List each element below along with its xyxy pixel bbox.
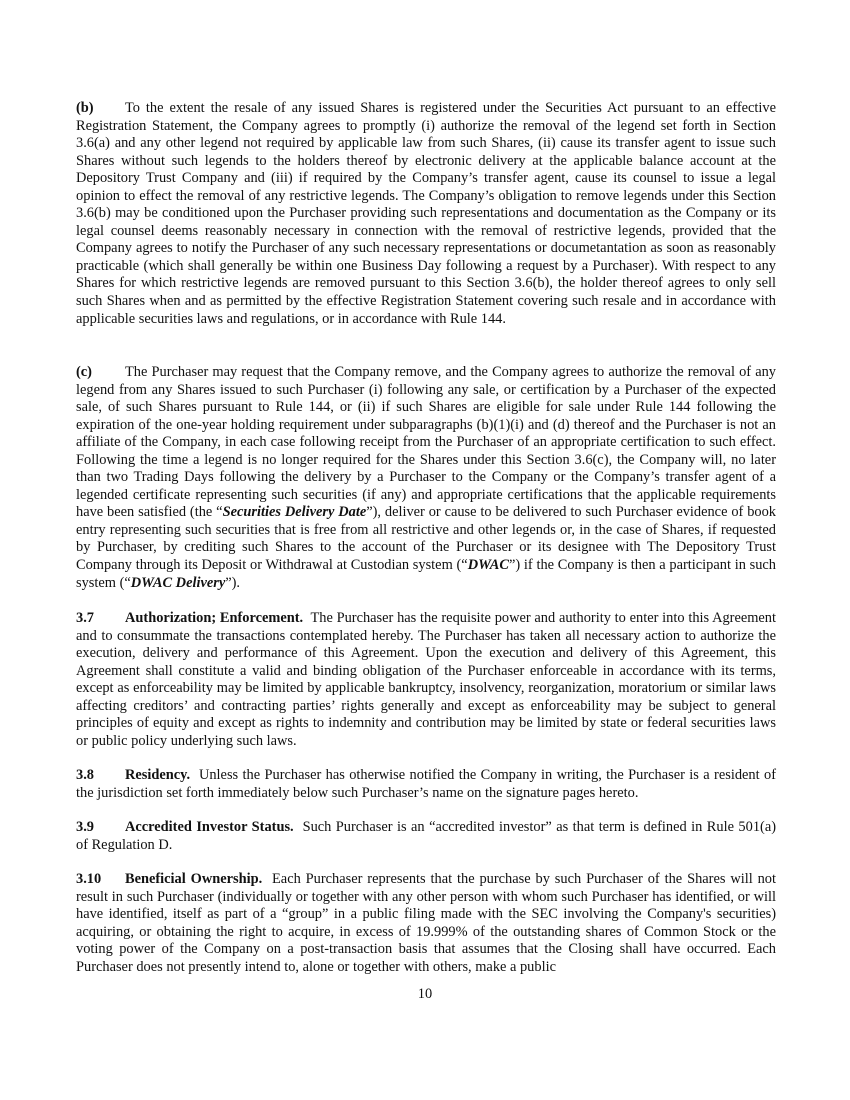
paragraph-text: The Purchaser may request that the Company remove, and the Company agrees to authorize the removal of any legend from any Shares issued to such Purchaser (i) following any sale, or certification by a Purchaser of the expected sale, of such Shares pursuant to Rule 144, or (ii) if such Shares are eligible for sale under Rule 144 following the expiration of the one-year holding requirement under subparagraphs (b)(1)(i) and (d) thereof and the Purchaser is not an affiliate of the Company, in each case following receipt from the Purchaser of an appropriate certification to such effect. Following the time a legend is no longer required for the Shares under this Section 3.6(c), the Company will, no later than two Trading Days following the delivery by a Purchaser to the Company or the Company’s transfer agent of a legended certificate representing such securities (if any) and appropriate certifications that the applicable requirements have been satisfied (the “: [76, 364, 776, 521]
defined-term: DWAC: [467, 557, 510, 574]
section-3-8: [76, 767, 776, 802]
section-text: The Purchaser has the requisite power and authority to enter into this Agreement and to consummate the transactions contemplated hereby. The Purchaser has taken all necessary action to authorize the execution, delivery and performance of this Agreement. Upon the execution and delivery of this Agreement, this Agreement shall constitute a valid and binding obligation of the Purchaser enforceable in accordance with its terms, except as enforceability may be limited by applicable bankruptcy, insolvency, reorganization, moratorium or similar laws affecting creditors’ and contracting parties’ rights generally and except as enforceability may be subject to general principles of equity and except as rights to indemnity and contribution may be limited by state or federal securities laws or public policy underlying such laws.: [76, 610, 777, 749]
defined-term: DWAC Delivery: [130, 574, 226, 591]
defined-term: Securities Delivery Date: [222, 504, 367, 521]
paragraph-text: To the extent the resale of any issued Shares is registered under the Securities Act pursuant to an effective Registration Statement, the Company agrees to promptly (i) authorize the removal of the legend set forth in Section 3.6(a) and any other legend not required by applicable law from such Shares, (ii) cause its transfer agent to issue such Shares without such legends to the holders thereof by electronic delivery at the applicable balance account at the Depository Trust Company and (iii) if required by the Company’s transfer agent, cause its counsel to issue a legal opinion to effect the removal of any restrictive legends. The Company’s obligation to remove legends under this Section 3.6(b) may be conditioned upon the Purchaser providing such representations and documentation as the Company or its legal counsel deems reasonably necessary in connection with the removal of restrictive legends, provided that the Company agrees to notify the Purchaser of any such necessary representations or documetantation as soon as reasonably practicable (which shall generally be within one Business Day following a request by a Purchaser). With respect to any Shares for which restrictive legends are removed pursuant to this Section 3.6(b), the holder thereof agrees to only sell such Shares when and as permitted by the effective Registration Statement covering such resale and in accordance with applicable securities laws and regulations, or in accordance with Rule 144.: [76, 100, 776, 327]
paragraph-text: ”) if the Company is then a participant in such system (“: [76, 557, 776, 591]
paragraph-text: ”), deliver or cause to be delivered to such Purchaser evidence of book entry representing such securities that is free from all restrictive and other legends or, in the case of Shares, if requested by Purchaser, by crediting such Shares to the account of the Purchaser or its designee with The Depository Trust Company through its Deposit or Withdrawal at Custodian system (“: [76, 504, 776, 574]
section-number: 3.8: [76, 767, 94, 783]
section-number: 3.7: [76, 610, 94, 626]
section-heading: Residency.: [125, 767, 191, 783]
section-number: 3.10: [76, 871, 102, 887]
paragraph-text: ”).: [225, 574, 240, 591]
paragraph-label: (c): [76, 364, 92, 380]
section-text: Such Purchaser is an “accredited investor” as that term is defined in Rule 501(a) of Regulation D.: [76, 819, 776, 853]
paragraph-label: (b): [76, 100, 94, 116]
section-heading: Beneficial Ownership.: [125, 871, 263, 887]
paragraph-c: [76, 364, 776, 592]
section-3-7: [76, 610, 776, 750]
section-3-9: [76, 819, 776, 854]
section-3-10: [76, 871, 776, 976]
section-number: 3.9: [76, 819, 94, 835]
paragraph-b: [76, 100, 776, 328]
section-text: Unless the Purchaser has otherwise notified the Company in writing, the Purchaser is a resident of the jurisdiction set forth immediately below such Purchaser’s name on the signature pages hereto.: [76, 767, 776, 801]
section-heading: Authorization; Enforcement.: [125, 610, 304, 626]
section-heading: Accredited Investor Status.: [125, 819, 294, 835]
page-number: 10: [417, 986, 433, 1002]
section-text: Each Purchaser represents that the purchase by such Purchaser of the Shares will not result in such Purchaser (individually or together with any other person with whom such Purchaser has identified, or will have identified, itself as part of a “group” in a public filing made with the SEC involving the Company's securities) acquiring, or obtaining the right to acquire, in excess of 19.999% of the outstanding shares of Common Stock or the voting power of the Company on a post-transaction basis that assumes that the Closing shall have occurred. Each Purchaser does not presently intend to, alone or together with others, make a public: [76, 871, 776, 975]
